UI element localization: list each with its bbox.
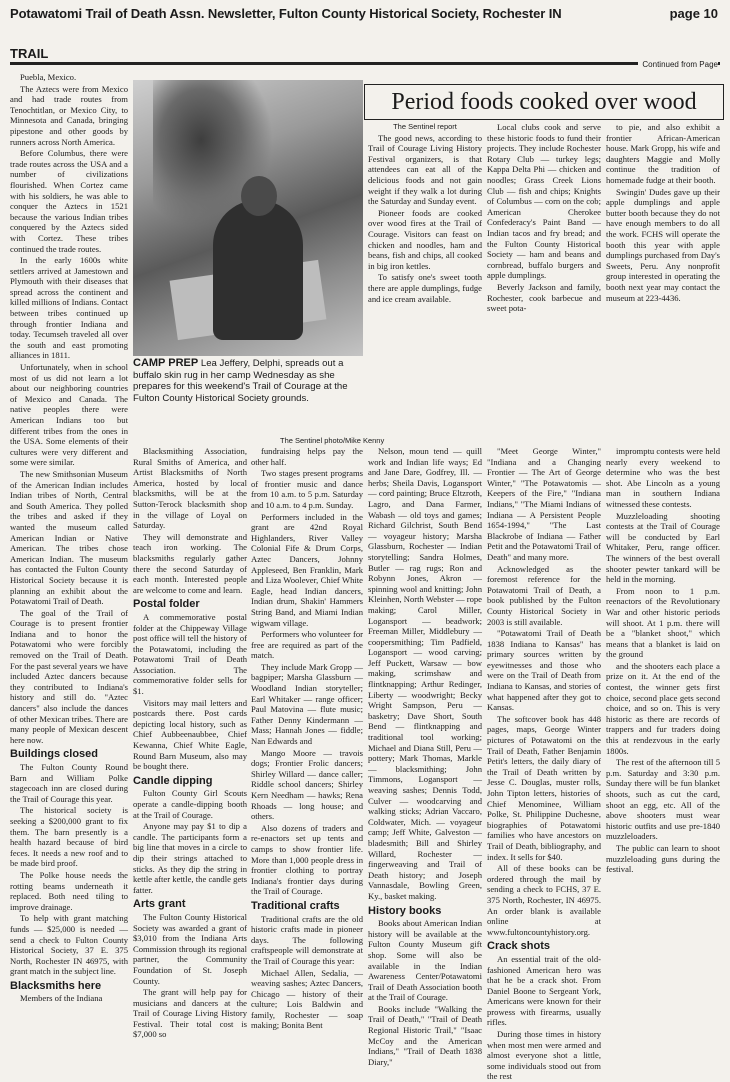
column-2: [133, 446, 247, 1040]
paragraph: To help with grant matching funds — $25,000 is needed — send a check to Fulton County Historical Society, 37 E. 375 North, Rochester IN 46975, with grant match in the subject line.: [10, 913, 128, 977]
paragraph: Nelson, moun tend — quill work and Indian life ways; Ed and Jane Dare, Godfrey, Ill. — herbs; Sheila Davis, Logansport — cord painting; Bruce Eltzroth, Lagro, and Dana Farmer, Wabash — old toys and games; Richard Gilchrist, South Bend — voyageur history; Marsha Glassburn, Rochester — Indian storytelling; Sandra Holmes, Butler — rag rugs; Ron and Robynn Jones, Akron — spinning wool and knitting; John Kleinhen, North Webster — rope making; Carol Miller, Logansport — beadwork; Freeman Miller, Middlebury — coopersmithing; Tim Padfield, Logansport — wood carving; Jeff Puckett, Warsaw — bow making, scrimshaw and flintknapping; Arthur Redinger, Liberty — woodwright; Becky Wright Sampson, Peru — basketry; Dave Short, South Bend — flintknapping and traditional tool working; Michael and Diana Still, Peru — pottery; Mark Thomas, Markle — blacksmithing; John Timmons, Logansport — weaving sashes; Dennis Todd, Culver — woodcarving and walking sticks; Adrian Vaccaro, Coldwater, Mich. — voyageur camp; Jeff White, Galveston — bladesmith; Bill and Shirley Willard, Rochester — fingerweaving and Trail of Death history; and Joseph Vannasdale, Bowling Green, Ky., basket making.: [368, 446, 482, 901]
paragraph: In the early 1600s white settlers arrived at Jamestown and Plymouth with their diseases that spread across the continent and killed millions of Indians. Contact between tribes continued up through frontier Indiana and today. Tecumseh traveled all over the south and east promoting alliances in 1811.: [10, 255, 128, 361]
paragraph: Pioneer foods are cooked over wood fires at the Trail of Courage. Visitors can feast on chicken and noodles, ham and beans, fish and chips, all cooked in big iron kettles.: [368, 207, 482, 271]
paragraph: Fulton County Girl Scouts operate a candle-dipping booth at the Trail of Courage.: [133, 788, 247, 820]
feature-column-b: [487, 122, 601, 444]
heading-postal-folder: Postal folder: [133, 598, 200, 611]
paragraph: Puebla, Mexico.: [20, 72, 77, 82]
column-4: [368, 446, 482, 1067]
paragraph: "Potawatomi Trail of Death 1838 Indiana to Kansas" has primary sources written by eyewitnesses and those who were on the Trail of Death from Indiana to Kansas, and stories of what happened after they got to Kansas.: [487, 628, 601, 713]
section-label: TRAIL: [10, 46, 49, 61]
paragraph: Books include "Walking the Trail of Death," "Trail of Death Regional Historic Trail," "Isaac McCoy and the American Indians," "Trail of Death 1838 Diary,": [368, 1003, 482, 1067]
heading-buildings-closed: Buildings closed: [10, 748, 99, 761]
column-6: [606, 446, 720, 958]
paragraph: Two stages present programs of frontier music and dance from 10 a.m. to 5 p.m. Saturday and 10 a.m. to 4 p.m. Sunday.: [251, 468, 363, 510]
paragraph: The goal of the Trail of Courage is to present frontier Indiana and to honor the Potawatomi who were forcibly removed on the Trail of Death. For the past several years we have included Aztec dancers because they contributed to Indiana's history and still do. "Aztec dancers" also include the dances of other Mexican tribes. There are many people of Mexican descent here now.: [10, 607, 128, 745]
paragraph: The Fulton County Historical Society was awarded a grant of $3,010 from the Indiana Arts Commission through its regional partner, the Community Foundation of St. Joseph County.: [133, 911, 247, 986]
paragraph: Anyone may pay $1 to dip a candle. The participants form a big line that moves in a circle to dip their strings attached to sticks. As they dip the string in kettle after kettle, the candle gets fatter.: [133, 821, 247, 895]
paragraph: fundraising helps pay the other half.: [251, 446, 363, 467]
photo-head: [241, 176, 277, 216]
photo-caption: [133, 358, 373, 404]
paragraph: Traditional crafts are the old historic crafts made in pioneer days. The following craftspeople will demonstrate at the Trail of Courage this year:: [251, 913, 363, 966]
newsletter-header: Potawatomi Trail of Death Assn. Newsletter, Fulton County Historical Society, Rochester IN: [10, 6, 562, 21]
paragraph: The softcover book has 448 pages, maps, George Winter pictures of Potawatomi on the Trail of Death, Father Benjamin Petit's letters, the daily diary of the Trail of Death written by Jesse C. Douglas, muster rolls, John Tipton letters, histories of Chief Menominee, William Polke, St. Philippine Duchesne, biographies of Potawatomi families who have ancestors on Trail of Death, bibliography, and index. It sells for $40.: [487, 713, 601, 862]
caption-lead: CAMP PREP: [133, 357, 199, 369]
paragraph: From noon to 1 p.m. reenactors of the Revolutionary War and other historic periods will shoot. At 1 p.m. there will be a "blanket shoot," which means that a blanket is laid on the ground: [606, 585, 720, 660]
paragraph: To satisfy one's sweet tooth there are apple dumplings, fudge and ice cream available.: [368, 272, 482, 304]
photo-credit: The Sentinel photo/Mike Kenny: [280, 436, 385, 445]
continued-label: Continued from Page: [638, 60, 718, 69]
paragraph: Unfortunately, when in school most of us did not learn a lot about our neighboring countries of Mexico and Canada. The native peoples there were American Indians too but different tribes from the ones in the USA. Some elements of their cultures were very different and some were similar.: [10, 362, 128, 468]
caption-text: Lea Jeffery, Delphi, spreads out a buffalo skin rug in her camp Wednesday as she prepares for this weekend's Trail of Courage at the Fulton County Historical Society grounds.: [133, 358, 348, 404]
paragraph: The historical society is seeking a $200,000 grant to fix them. The barn presently is a health hazard because of bird feces. It needs a new roof and to be made bird proof.: [10, 805, 128, 869]
paragraph: and the shooters each place a prize on it. At the end of the contest, the winner gets first choice, second place gets second choice, and so on. This is very historic as there are records of trappers and fur traders doing this at rendezvous in the early 1800s.: [606, 660, 720, 756]
column-3: [251, 446, 363, 1031]
heading-arts-grant: Arts grant: [133, 898, 186, 911]
paragraph: Michael Allen, Sedalia, — weaving sashes; Aztec Dancers, Chicago — history of their culture; Lois Baldwin and family, Rochester — soap making; Bonita Bent: [251, 967, 363, 1031]
paragraph: Beverly Jackson and family, Rochester, cook barbecue and sweet pota-: [487, 281, 601, 314]
paragraph: The Polke house needs the rotting beams underneath it replaced. Both need tiling to improve drainage.: [10, 869, 128, 912]
heading-candle-dipping: Candle dipping: [133, 774, 213, 787]
paragraph: A commemorative postal folder at the Chippeway Village post office will tell the history of the Potawatomi, including the Potawatomi Trail of Death Association. The commemorative folder sells for $1.: [133, 611, 247, 697]
paragraph: An essential trait of the old-fashioned American hero was that he be a crack shot. From Daniel Boone to Sergeant York, Americans were known for their prowess with firearms, usually rifles.: [487, 953, 601, 1028]
heading-history-books: History books: [368, 904, 442, 917]
paragraph: The grant will help pay for musicians and dancers at the Trail of Courage Living History Festival. Their total cost is $7,000 so: [133, 987, 247, 1040]
feature-credit: The Sentinel report: [393, 122, 457, 131]
feature-title: Period foods cooked over wood: [364, 84, 724, 120]
paragraph: Muzzleloading shooting contests at the Trail of Courage will be conducted by Earl Whitaker, Peru, range officer. The winners of the best overall shooter pewter tankard will be held in the morning.: [606, 510, 720, 585]
paragraph: Performers included in the grant are 42nd Royal Highlanders, River Valley Colonial Fife & Drum Corps, Aztec Dancers, Johnny Appleseed, Ben Franklin, Mark and Liza Woolever, Chief White Eagle, head Indian dancers, Indian drum, Shakin' Hammers String Band, and Miami Indian wigwam village.: [251, 511, 363, 628]
section-rule: [10, 62, 720, 65]
heading-crack-shots: Crack shots: [487, 940, 550, 953]
paragraph: Members of the Indiana: [20, 993, 103, 1004]
heading-blacksmiths: Blacksmiths here: [10, 979, 102, 992]
camp-prep-photo: [133, 80, 363, 356]
paragraph: Swingin' Dudes gave up their apple dumplings and apple butter booth because they do not have enough members to do all the work. FCHS will operate the booth this year with apple dumplings purchased from Day's Sweets, Peru. Any nonprofit group interested in operating the booth next year may contact the museum at 223-4436.: [606, 186, 720, 303]
column-5: [487, 446, 601, 1082]
feature-column-c: [606, 122, 720, 444]
paragraph: The Fulton County Round Barn and William Polke stagecoach inn are closed during the Trail of Courage this year.: [10, 762, 128, 804]
paragraph: The rest of the afternoon till 5 p.m. Saturday and 3:30 p.m. Sunday there will be fun blanket shoots, such as cut the card, shoot an egg, etc. All of the above shooters must wear historic outfits and use pre-1840 muzzleloaders.: [606, 757, 720, 842]
photo-person: [213, 200, 303, 340]
paragraph: The good news, according to Trail of Courage Living History Festival organizers, is that attendees can eat all of the delicious foods and not gain weight if they walk a lot during the Saturday and Sunday event.: [368, 132, 482, 207]
paragraph: During those times in history when most men were armed and almost everyone shot a little, some individuals stood out from the rest: [487, 1029, 601, 1082]
paragraph: "Meet George Winter," "Indiana and a Changing Frontier — The Art of George Winter," "The Potawatomis — Keepers of the Fire," "Indiana Indians," "The Miami Indians of Indiana — A Persistent People 1654-1994," "The Last Blackrobe of Indiana — Father Petit and the Potawatomi Trail of Death" and many more.: [487, 446, 601, 562]
paragraph: to pie, and also exhibit a frontier African-American house. Mark Gropp, his wife and daughters Maggie and Molly continue the tradition of homemade fudge at their booth.: [606, 122, 720, 185]
paragraph: Before Columbus, there were trade routes across the USA and a number of civilizations flourished. When Cortez came with his soldiers, he was able to conquer the Aztecs in 1521 because the various Indian tribes conquered by the Aztecs sided with Cortez. These tribes continued the trade routes.: [10, 148, 128, 254]
paragraph: The public can learn to shoot muzzleloading guns during the festival.: [606, 842, 720, 875]
paragraph: Books about American Indian history will be available at the Fulton County Museum gift shop. Some will also be available in the Indian Awareness Center/Potawatomi Trail of Death Association booth at the Trail of Courage.: [368, 918, 482, 1003]
paragraph: Also dozens of traders and re-enactors set up tents and camps to show frontier life. More than 1,000 people dress in frontier clothing to portray Indiana's frontier days during the Trail of Courage.: [251, 822, 363, 897]
paragraph: Local clubs cook and serve these historic foods to fund their projects. They include Rochester Rotary Club — turkey legs; Kappa Delta Phi — chicken and noodles; Grass Creek Lions Club — fish and chips; Knights of Columbus — corn on the cob; American Cherokee Confederacy's Paint Band — Indian tacos and fry bread; and the Fulton County Historical Society — ham and beans and cornbread, buffalo burgers and apple dumplings.: [487, 122, 601, 281]
paragraph: Blacksmithing Association, Rural Smiths of America, and Artist Blacksmiths of North America, hosted by local blacksmiths, will be at the Sutton-Terock blacksmith shop in the village of Loyal on Saturday.: [133, 446, 247, 531]
paragraph: All of these books can be ordered through the mail by sending a check to FCHS, 37 E. 375 North, Rochester, IN 46975. An order blank is available online at www.fultoncountyhistory.org.: [487, 863, 601, 937]
paragraph: They will demonstrate and teach iron working. The blacksmiths regularly gather there the second Saturday of each month. Interested people are welcome to come and learn.: [133, 531, 247, 595]
heading-traditional-crafts: Traditional crafts: [251, 899, 340, 912]
feature-column-a: [368, 122, 482, 444]
paragraph: They include Mark Gropp — bagpiper; Marsha Glassburn — Woodland Indian storyteller; Earl Whitaker — range officer; Paul Matovina — flute music; Father Denny Kindermann — Mass; Hannah Jones — fiddle; Nan Edwards and: [251, 661, 363, 747]
page-number: page 10: [669, 6, 718, 21]
paragraph: Mango Moore — travois dogs; Frontier Frolic dancers; Shirley Willard — dance caller; Riddle school dancers; Shirley Kern Needham — hawks; Rena Rhoads — long house; and others.: [251, 747, 363, 822]
paragraph: The new Smithsonian Museum of the American Indian includes Indian tribes of North, Central and South America. They polled the tribes and asked if they wanted the museum called American Indian or Native American. The tribes chose American Indian. The museum has contacted the Fulton County Historical Society because it is planning an exhibit about the Potawatomi Trail of Death.: [10, 468, 128, 607]
paragraph: Acknowledged as the foremost reference for the Potawatomi Trail of Death, a book published by the Fulton County Historical Society in 2003 is still available.: [487, 563, 601, 627]
paragraph: Performers who volunteer for free are required as part of the match.: [251, 629, 363, 661]
paragraph: impromptu contests were held nearly every weekend to determine who was the best shot. Abe Lincoln as a young man in southern Indiana witnessed these contests.: [606, 446, 720, 509]
paragraph: Visitors may mail letters and postcards there. Post cards depicting local history, such as Chief Aubbeenaubbee, Chief Kewanna, Chief White Eagle, Round Barn Museum, also may be bought there.: [133, 697, 247, 772]
paragraph: The Aztecs were from Mexico and had trade routes from Tenochtitlan, or Mexico City, to Minnesota and Canada, bringing pipestone and other goods by runners across North America.: [10, 83, 128, 147]
column-1: [10, 72, 128, 1004]
